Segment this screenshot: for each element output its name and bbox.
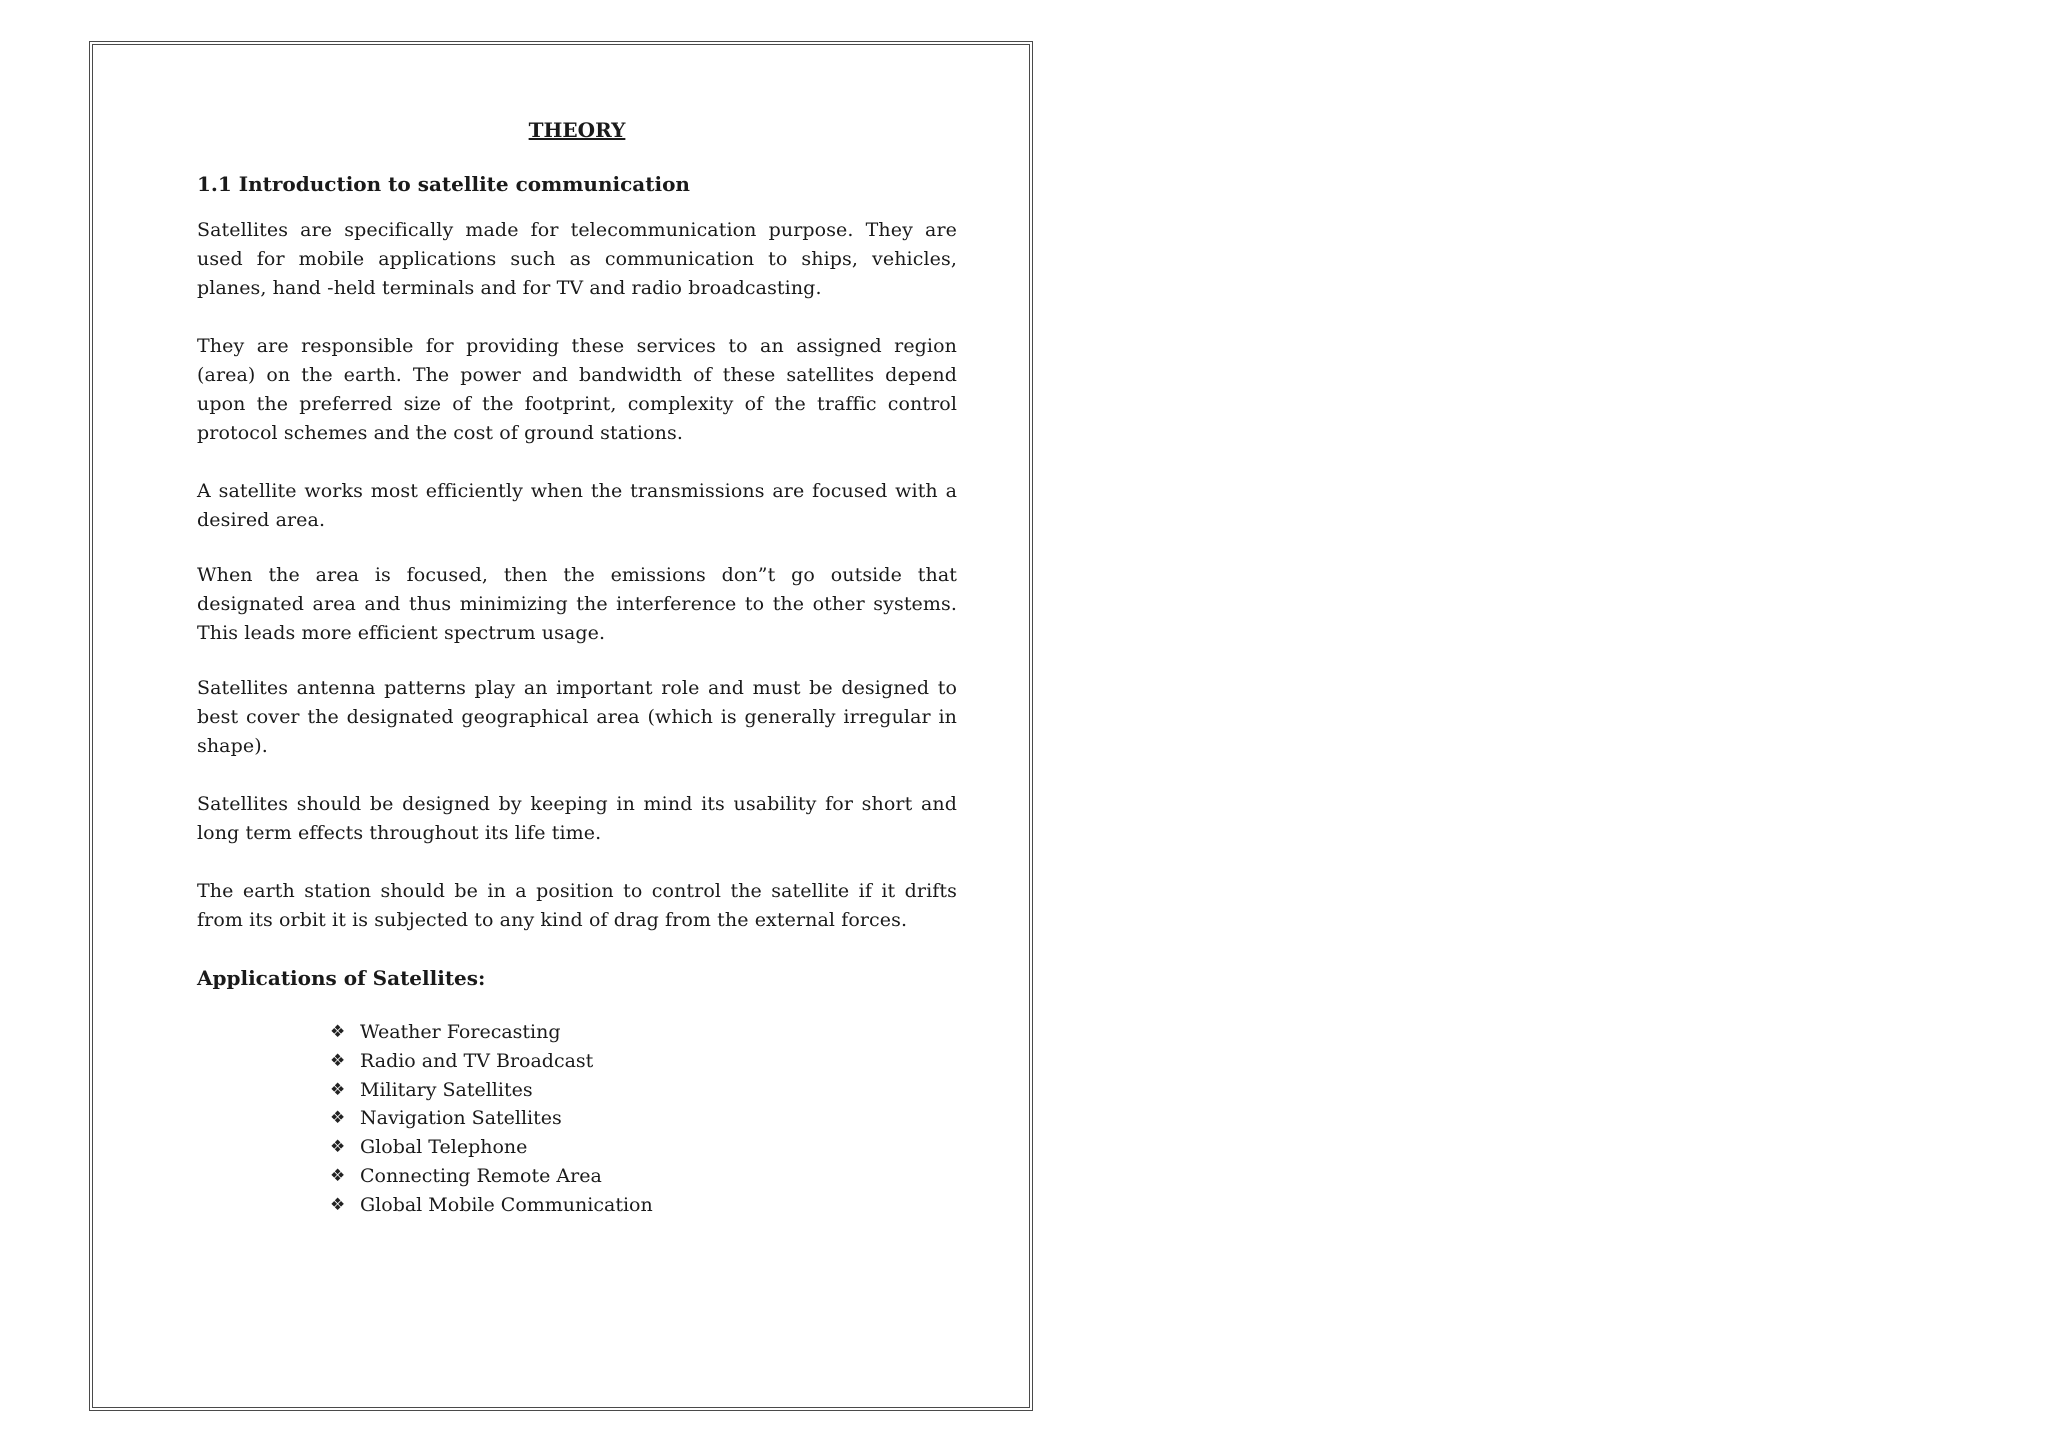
paragraph-earth-station: The earth station should be in a position to control the satellite if it drifts from its orbit it is subjected to any kind of drag from the external forces. xyxy=(197,880,957,931)
list-item-label: Military Satellites xyxy=(360,1078,533,1101)
list-item-label: Radio and TV Broadcast xyxy=(360,1049,594,1072)
list-item-label: Connecting Remote Area xyxy=(360,1164,602,1187)
applications-list xyxy=(197,1018,957,1220)
four-diamond-bullet-icon: ❖ xyxy=(330,1108,346,1129)
list-item xyxy=(330,1162,957,1191)
paragraph-focus: When the area is focused, then the emissions don”t go outside that designated area and thus minimizing the interference to the other systems. This leads more efficient spectrum usage. xyxy=(197,564,957,644)
four-diamond-bullet-icon: ❖ xyxy=(330,1194,346,1215)
four-diamond-bullet-icon: ❖ xyxy=(330,1022,346,1042)
four-diamond-bullet-icon: ❖ xyxy=(330,1137,346,1158)
list-item xyxy=(330,1018,957,1047)
paragraph-design: Satellites should be designed by keeping in mind its usability for short and long term effects throughout its life time. xyxy=(197,793,957,844)
paragraph-services: They are responsible for providing these services to an assigned region (area) on the earth. The power and bandwidth of these satellites depend upon the preferred size of the footprint, complexity of the traffic control protocol schemes and the cost of ground stations. xyxy=(197,335,957,444)
list-item-label: Global Mobile Communication xyxy=(360,1193,653,1216)
list-item xyxy=(330,1076,957,1105)
list-item-label: Weather Forecasting xyxy=(360,1021,561,1043)
four-diamond-bullet-icon: ❖ xyxy=(330,1050,346,1071)
list-item xyxy=(330,1191,957,1220)
list-item xyxy=(330,1133,957,1162)
list-item xyxy=(330,1104,957,1133)
four-diamond-bullet-icon: ❖ xyxy=(330,1079,346,1100)
applications-heading: Applications of Satellites: xyxy=(197,966,486,990)
list-item-label: Navigation Satellites xyxy=(360,1107,562,1130)
list-item xyxy=(330,1047,957,1076)
paragraph-intro: Satellites are specifically made for telecommunication purpose. They are used for mobile applications such as communication to ships, vehicles, planes, hand -held terminals and for TV and radio broadcasting. xyxy=(197,219,957,299)
paragraph-efficiency: A satellite works most efficiently when the transmissions are focused with a desired area. xyxy=(197,480,957,531)
list-item-label: Global Telephone xyxy=(360,1136,528,1159)
four-diamond-bullet-icon: ❖ xyxy=(330,1165,346,1186)
page-title: THEORY xyxy=(528,118,626,142)
document-content xyxy=(197,116,957,1220)
paragraph-antenna: Satellites antenna patterns play an important role and must be designed to best cover the designated geographical area (which is generally irregular in shape). xyxy=(197,677,957,757)
section-heading: 1.1 Introduction to satellite communication xyxy=(197,172,690,196)
